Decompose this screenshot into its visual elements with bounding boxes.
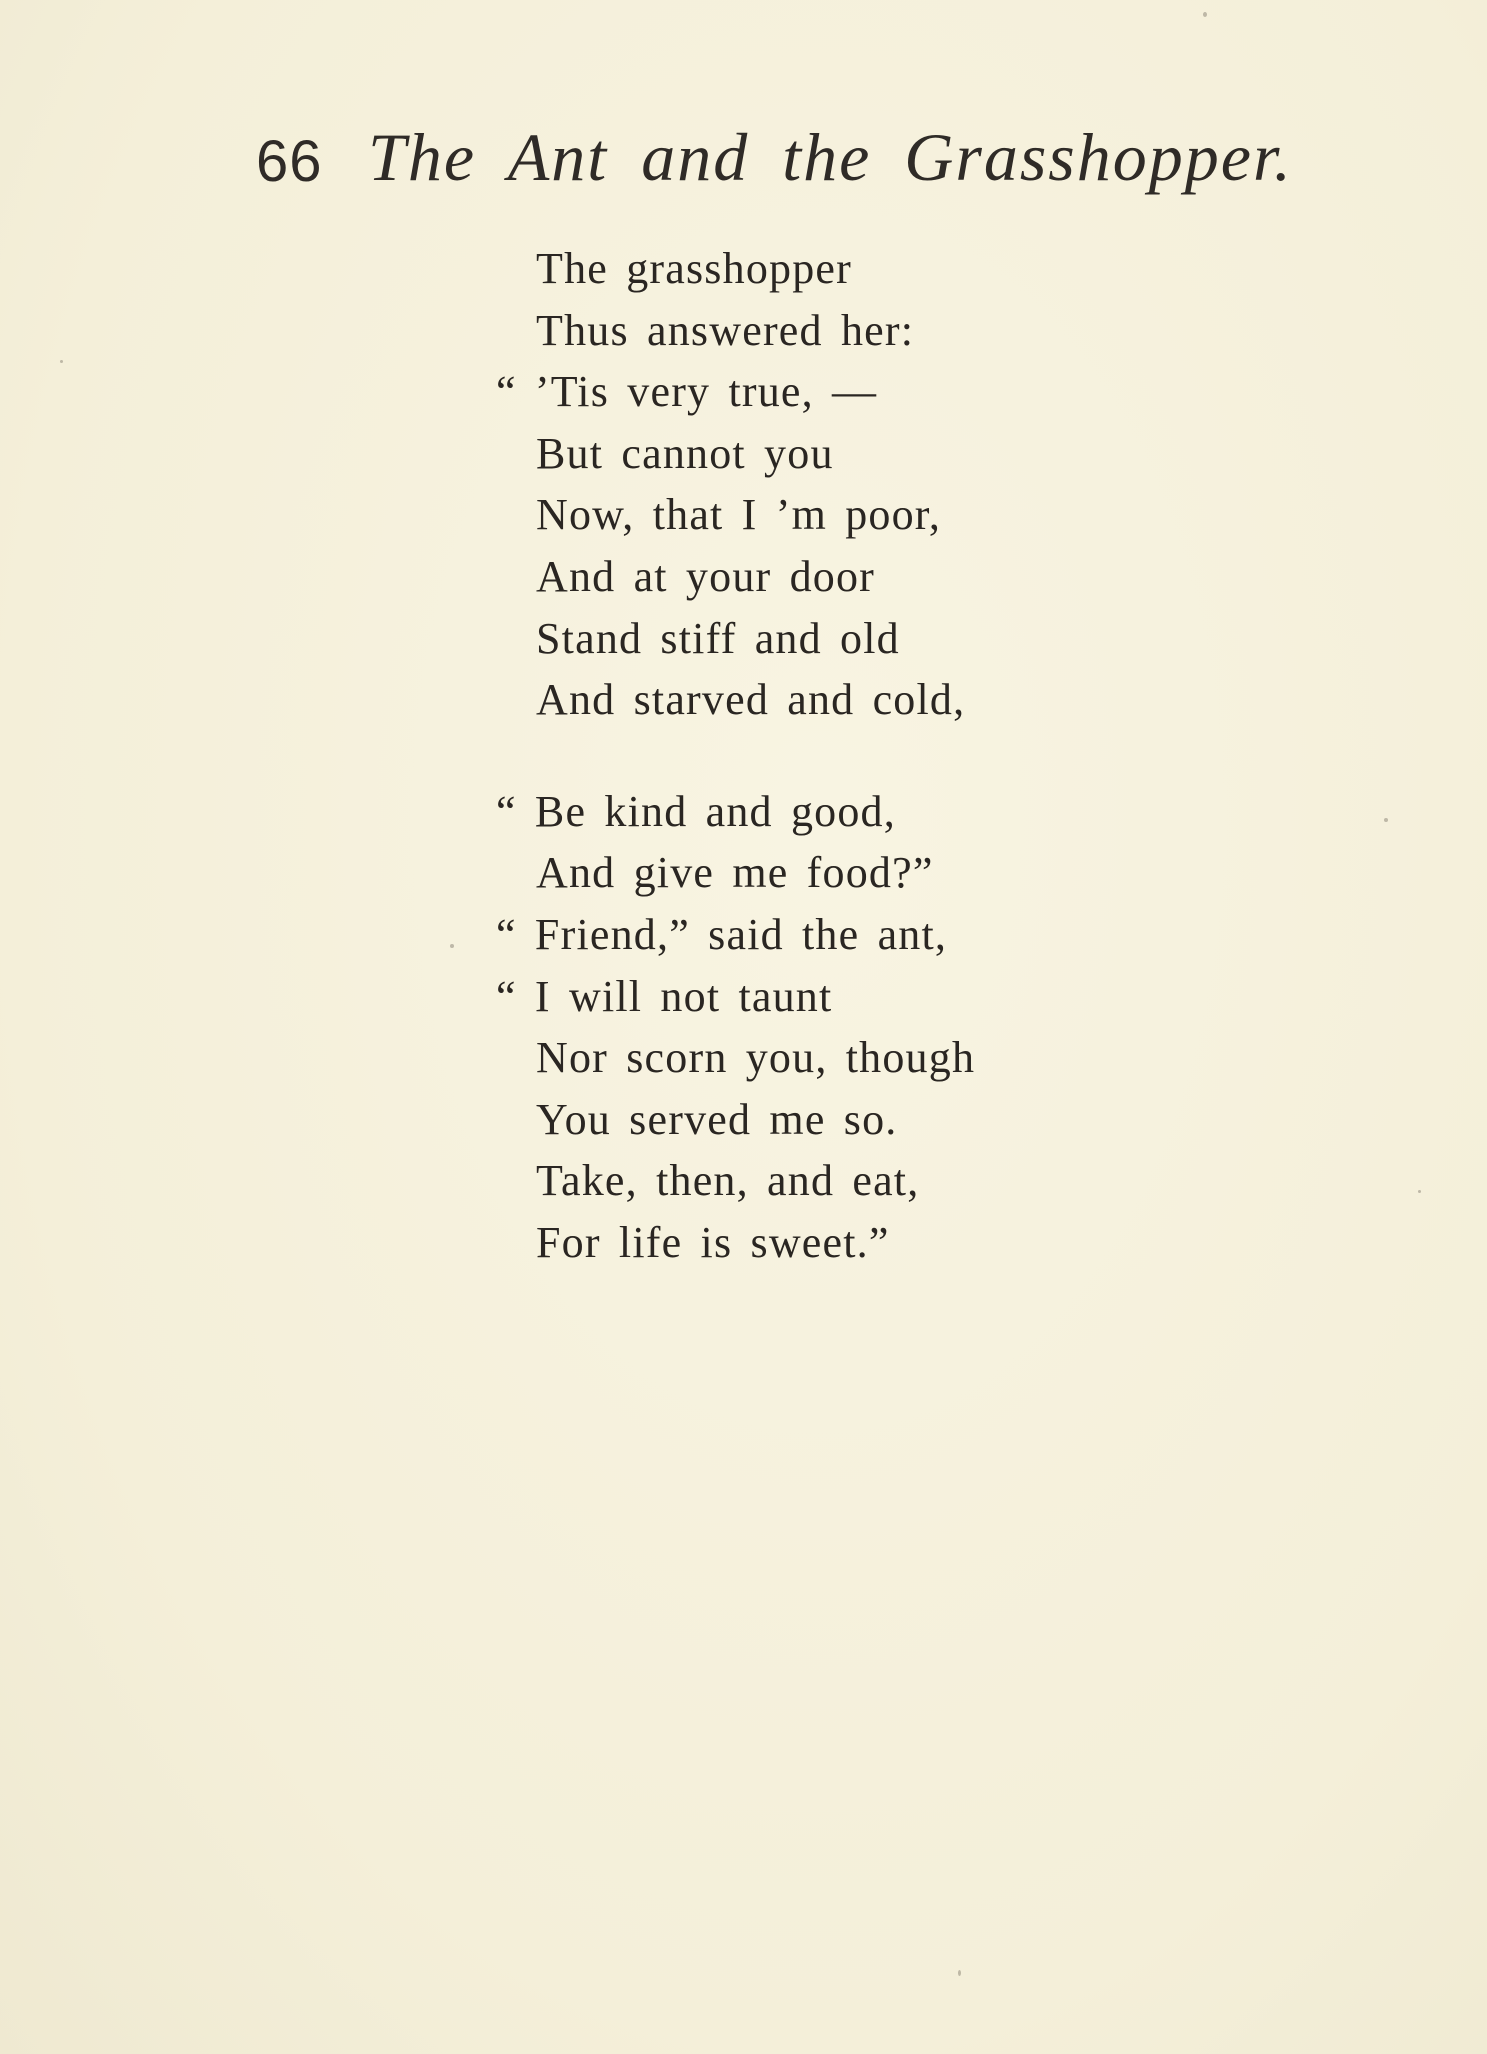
paper-speck xyxy=(1203,12,1207,17)
paper-speck xyxy=(958,1970,961,1976)
poem-line: The grasshopper xyxy=(536,244,853,293)
paper-speck xyxy=(1418,1190,1421,1193)
poem-line: “ Be kind and good, xyxy=(496,786,896,836)
poem-line: You served me so. xyxy=(536,1094,898,1144)
poem-line: Nor scorn you, though xyxy=(536,1033,976,1083)
poem-line: “ Friend,” said the ant, xyxy=(496,909,948,959)
poem-line: Thus answered her: xyxy=(536,305,915,355)
poem-line: “ I will not taunt xyxy=(496,971,833,1021)
running-title: The Ant and the Grasshopper. xyxy=(368,119,1293,195)
stanza-2 xyxy=(496,781,1196,1274)
poem-line: But cannot you xyxy=(536,428,834,478)
poem-line: Take, then, and eat, xyxy=(536,1156,920,1206)
poem-line: “ ’Tis very true, — xyxy=(496,367,878,417)
poem xyxy=(496,238,1196,1274)
poem-line: Stand stiff and old xyxy=(536,613,900,663)
paper-speck xyxy=(60,360,63,363)
poem-line: For life is sweet.” xyxy=(536,1217,890,1267)
poem-line: And at your door xyxy=(536,551,876,601)
paper-speck xyxy=(1384,818,1388,822)
poem-line: And starved and cold, xyxy=(536,675,966,725)
paper-speck xyxy=(450,944,454,948)
running-head xyxy=(256,118,1336,208)
poem-line: Now, that I ’m poor, xyxy=(536,490,942,540)
stanza-1 xyxy=(496,238,1196,731)
page-number: 66 xyxy=(256,129,323,194)
poem-line: And give me food?” xyxy=(536,848,934,898)
